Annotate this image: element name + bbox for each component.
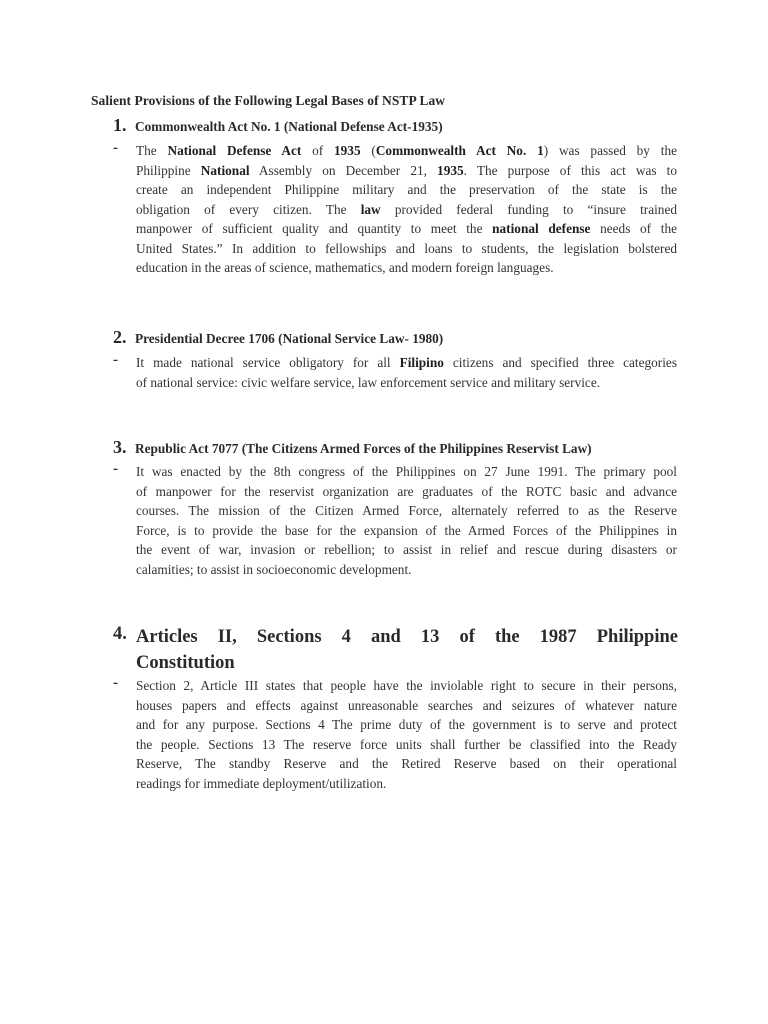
section-heading (113, 115, 443, 136)
bold-term: National (200, 162, 250, 178)
section-heading-text: Commonwealth Act No. 1 (National Defense Act-1935) (135, 119, 443, 134)
body-line: Section 2, Article III states that people have the inviolable right to secure in their persons, (136, 678, 677, 693)
section-number: 1. (113, 115, 127, 135)
section-heading-line: Articles II, Sections 4 and 13 of the 1987 Philippine (136, 627, 678, 647)
section-heading (113, 624, 678, 678)
section-heading-text: Presidential Decree 1706 (National Service Law- 1980) (135, 331, 444, 346)
section-heading-text: Republic Act 7077 (The Citizens Armed Forces of the Philippines Reservist Law) (135, 441, 592, 456)
section-number: 3. (113, 437, 127, 457)
body-line: the event of war, invasion or rebellion; to assist in relief and rescue during disasters or (136, 542, 677, 557)
bold-term: law (360, 201, 381, 217)
body-line: obligation of every citizen. The law provided federal funding to “insure trained (136, 201, 677, 217)
bold-term: 1935 (437, 162, 464, 178)
bullet-dash: - (113, 675, 118, 691)
section-heading (113, 437, 592, 458)
section-number: 2. (113, 327, 127, 347)
section-heading-line: Constitution (136, 653, 235, 673)
section-heading (113, 327, 443, 348)
body-line: The National Defense Act of 1935 (Commonwealth Act No. 1) was passed by the (136, 143, 677, 158)
section-body (136, 353, 677, 392)
body-line: Philippine National Assembly on December 21, 1935. The purpose of this act was to (136, 162, 677, 178)
bold-term: 1935 (334, 143, 361, 158)
body-line: of manpower for the reservist organization are graduates of the ROTC basic and advance (136, 483, 677, 499)
bullet-dash: - (113, 140, 118, 156)
section-body (136, 462, 677, 579)
body-line: houses papers and effects against unreasonable searches and seizures of whatever nature (136, 697, 677, 713)
section-body (136, 141, 677, 278)
bold-term: National Defense Act (167, 143, 302, 158)
body-line: and for any purpose. Sections 4 The prime duty of the government is to serve and protect (136, 717, 677, 732)
bold-term: Filipino (399, 355, 444, 370)
body-line: United States.” In addition to fellowships and loans to students, the legislation bolstered (136, 240, 677, 256)
body-line: manpower of sufficient quality and quantity to meet the national defense needs of the (136, 221, 677, 236)
bullet-dash: - (113, 461, 118, 477)
section-heading-text (136, 624, 678, 676)
bullet-dash: - (113, 352, 118, 368)
body-line: calamities; to assist in socioeconomic development. (136, 561, 412, 577)
body-line: Force, is to provide the base for the expansion of the Armed Forces of the Philippines in (136, 522, 677, 538)
body-line: It was enacted by the 8th congress of the Philippines on 27 June 1991. The primary pool (136, 464, 677, 479)
body-line: It made national service obligatory for all Filipino citizens and specified three categories (136, 355, 677, 370)
body-line: readings for immediate deployment/utilization. (136, 775, 387, 791)
section-body (136, 676, 677, 793)
bold-term: national defense (492, 221, 591, 236)
body-line: Reserve, The standby Reserve and the Retired Reserve based on their operational (136, 756, 677, 771)
body-line: of national service: civic welfare service, law enforcement service and military service. (136, 374, 601, 390)
bold-term: Commonwealth Act No. 1 (375, 143, 544, 158)
body-line: education in the areas of science, mathematics, and modern foreign languages. (136, 260, 554, 275)
document-title: Salient Provisions of the Following Legal Bases of NSTP Law (91, 93, 446, 108)
body-line: courses. The mission of the Citizen Armed Force, alternately referred to as the Reserve (136, 503, 677, 518)
body-line: create an independent Philippine military and the preservation of the state is the (136, 182, 677, 197)
section-number: 4. (113, 624, 127, 644)
body-line: the people. Sections 13 The reserve force units shall further be classified into the Ready (136, 736, 677, 752)
